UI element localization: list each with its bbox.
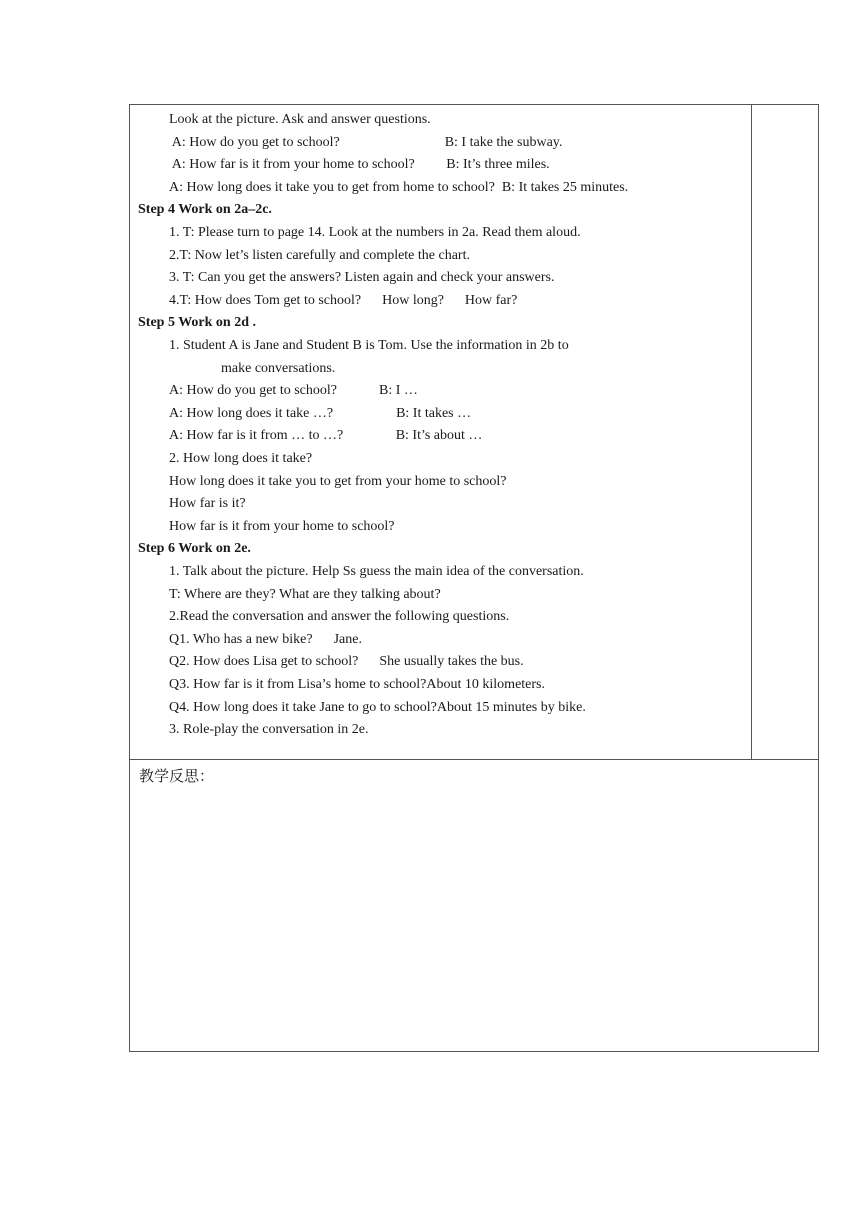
lesson-line: How far is it? (169, 496, 246, 512)
lesson-line: Q3. How far is it from Lisa’s home to school?About 10 kilometers. (169, 677, 545, 692)
lesson-line: A: How long does it take you to get from home to school? B: It takes 25 minutes. (169, 179, 629, 195)
lesson-table (129, 104, 819, 1052)
lesson-line: How long does it take you to get from your home to school? (169, 473, 507, 489)
lesson-line: Look at the picture. Ask and answer questions. (169, 112, 431, 127)
lesson-line: 2. How long does it take? (169, 451, 313, 466)
lesson-line: 1. T: Please turn to page 14. Look at the numbers in 2a. Read them aloud. (169, 225, 581, 240)
lesson-line: 2.Read the conversation and answer the following questions. (169, 609, 510, 625)
lesson-line: T: Where are they? What are they talking about? (169, 586, 441, 602)
lesson-line: A: How far is it from … to …? B: It’s about … (169, 428, 483, 444)
lesson-line: 3. Role-play the conversation in 2e. (169, 722, 369, 738)
reflection-title: 教学反思： (139, 767, 215, 785)
lesson-line: A: How do you get to school? B: I … (169, 383, 418, 399)
notes-column-cell (752, 105, 819, 759)
step-heading: Step 6 Work on 2e. (138, 541, 251, 557)
lesson-line: 2.T: Now let’s listen carefully and complete the chart. (169, 247, 470, 263)
lesson-line: A: How do you get to school? B: I take the subway. (169, 134, 563, 150)
lesson-line: Q1. Who has a new bike? Jane. (169, 631, 362, 647)
lesson-line: Q2. How does Lisa get to school? She usually takes the bus. (169, 654, 524, 670)
lesson-line: How far is it from your home to school? (169, 518, 395, 534)
lesson-line: A: How long does it take …? B: It takes … (169, 405, 472, 421)
teaching-reflection-cell (130, 759, 818, 1051)
lesson-line: A: How far is it from your home to school? B: It’s three miles. (169, 157, 550, 173)
lesson-line: 4.T: How does Tom get to school? How long? How far? (169, 292, 518, 308)
step-heading: Step 5 Work on 2d . (138, 315, 256, 331)
lesson-line: 1. Talk about the picture. Help Ss guess the main idea of the conversation. (169, 564, 584, 579)
lesson-content-cell (130, 105, 752, 759)
lesson-line: 3. T: Can you get the answers? Listen again and check your answers. (169, 270, 555, 286)
lesson-line: 1. Student A is Jane and Student B is Tom. Use the information in 2b to (169, 338, 569, 353)
lesson-line: make conversations. (221, 360, 336, 376)
lesson-line: Q4. How long does it take Jane to go to school?About 15 minutes by bike. (169, 699, 586, 715)
step-heading: Step 4 Work on 2a–2c. (138, 202, 272, 218)
